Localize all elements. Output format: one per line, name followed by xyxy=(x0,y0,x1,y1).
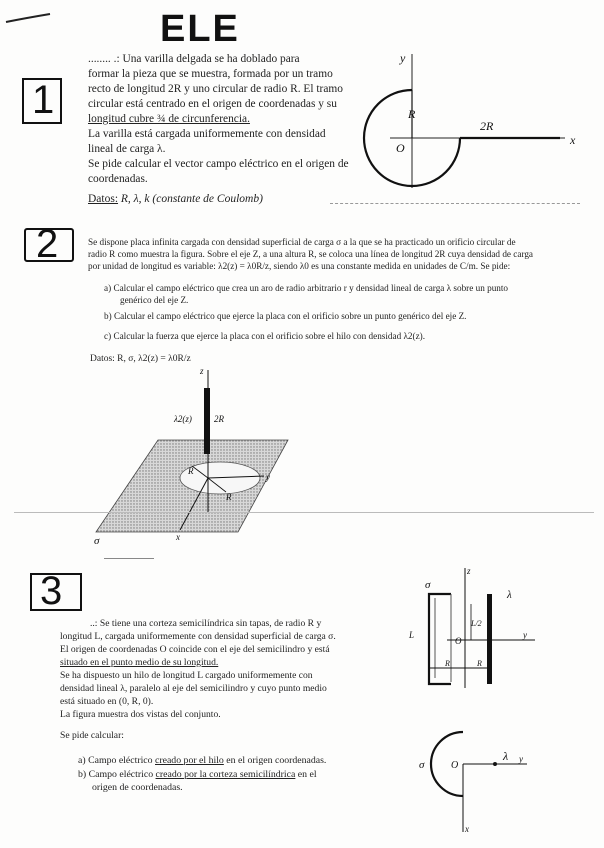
item-letter: b) xyxy=(78,769,87,780)
item-text-pre: Campo eléctrico xyxy=(88,769,156,780)
fig4-x-label: x xyxy=(465,824,469,834)
item-letter: c) xyxy=(104,331,112,341)
separator-1 xyxy=(330,203,580,204)
problem-3-item-b xyxy=(78,768,378,794)
text-line: por unidad de longitud es variable: λ2(z) = λ0R/z, siendo λ0 es una constante medida en unidades de C/m. Se pide: xyxy=(88,261,511,272)
fig3-R1-label: R xyxy=(445,659,450,668)
item-text-underlined: creado por la corteza semicilíndrica xyxy=(155,769,296,780)
fig4-y-label: y xyxy=(519,754,523,764)
fig3-L-label: L xyxy=(409,630,415,640)
datos-values: R, λ, k (constante de Coulomb) xyxy=(120,193,263,205)
item-letter: a) xyxy=(104,283,112,293)
item-text-underlined: creado por el hilo xyxy=(155,755,224,766)
text-line: radio R como muestra la figura. Sobre el eje Z, a una altura R, se coloca una línea de longitud 2R cuya densidad de carga xyxy=(88,249,534,260)
datos-label: Datos: xyxy=(88,193,119,205)
problem-2-number: 2 xyxy=(36,222,59,266)
fig2-R1-label: R xyxy=(188,466,194,476)
item-letter: b) xyxy=(104,311,112,321)
text-line: longitud L, cargada uniformemente con densidad superficial de carga σ. xyxy=(60,631,336,642)
problem-1-figure xyxy=(360,48,590,198)
text-line: La varilla está cargada uniformemente con densidad xyxy=(88,128,326,140)
problem-1-text xyxy=(88,52,352,187)
fig3-L2-label: L/2 xyxy=(471,619,482,628)
text-line: lineal de carga λ. xyxy=(88,143,166,155)
fig2-z-label: z xyxy=(200,366,204,376)
item-letter: a) xyxy=(78,755,86,766)
problem-3-text xyxy=(60,617,365,721)
problem-2-datos: Datos: R, σ, λ2(z) = λ0R/z xyxy=(90,354,191,364)
fig2-sigma-label: σ xyxy=(94,535,100,547)
separator-2b xyxy=(104,558,154,559)
item-text: Calcular el campo eléctrico que crea un aro de radio arbitrario r y densidad lineal de carga λ sobre un punto xyxy=(113,283,509,293)
problem-3-item-a xyxy=(78,754,378,767)
text-line: formar la pieza que se muestra, formada por un tramo xyxy=(88,68,333,80)
text-line: Se pide calcular el vector campo eléctrico en el origen de xyxy=(88,158,349,170)
text-line: densidad lineal λ, paralelo al eje del semicilindro y cuyo punto medio xyxy=(60,683,327,694)
item-text-pre: Campo eléctrico xyxy=(88,755,155,766)
fig1-R-label: R xyxy=(408,107,416,121)
fig4-sigma-label: σ xyxy=(419,759,425,771)
text-line: La figura muestra dos vistas del conjunto. xyxy=(60,709,221,720)
fig2-lambda-label: λ2(z) xyxy=(174,414,192,424)
separator-2 xyxy=(14,512,594,513)
fig1-x-label: x xyxy=(570,133,576,147)
fig4-lambda-label: λ xyxy=(503,749,509,763)
text-line: El origen de coordenadas O coincide con el eje del semicilindro y está xyxy=(60,644,330,655)
text-line: longitud cubre ¾ de circunferencia. xyxy=(88,113,250,125)
text-line: recto de longitud 2R y uno circular de radio R. El tramo xyxy=(88,83,343,95)
problem-3-se-pide: Se pide calcular: xyxy=(60,730,124,741)
item-text: Calcular la fuerza que ejerce la placa con el orificio sobre el hilo con densidad λ2(z). xyxy=(113,331,426,341)
fig1-2R-label: 2R xyxy=(480,119,494,133)
text-line: coordenadas. xyxy=(88,173,148,185)
text-line: circular está centrado en el origen de coordenadas y su xyxy=(88,98,337,110)
text-line: Se dispone placa infinita cargada con densidad superficial de carga σ a la que se ha practicado un orificio circular de xyxy=(88,237,516,247)
problem-2-item-a xyxy=(104,282,574,306)
fig4-O-label: O xyxy=(451,760,459,771)
fig3-O-label: O xyxy=(455,636,462,646)
problem-3-figure-top xyxy=(405,564,555,694)
item-text-line2: origen de coordenadas. xyxy=(92,782,183,793)
item-text-post: en el origen coordenadas. xyxy=(223,755,327,766)
problem-3-number: 3 xyxy=(40,569,63,613)
problem-1-datos xyxy=(88,193,263,205)
item-text: Calcular el campo eléctrico que ejerce la placa con el orificio sobre un punto genérico del eje Z. xyxy=(113,311,467,321)
problem-1-number: 1 xyxy=(32,78,55,122)
fig2-y-label: y xyxy=(266,472,270,482)
fig3-z-label: z xyxy=(467,566,471,576)
fig3-y-label: y xyxy=(523,630,527,640)
fig1-O-label: O xyxy=(396,141,405,155)
fig1-y-label: y xyxy=(400,51,406,65)
fig2-2R-label: 2R xyxy=(214,414,224,424)
text-line: ........ .: Una varilla delgada se ha doblado para xyxy=(88,53,300,65)
fig3-R2-label: R xyxy=(477,659,482,668)
item-text: genérico del eje Z. xyxy=(120,295,189,305)
problem-2-figure xyxy=(88,362,318,562)
problem-2-item-b xyxy=(104,310,574,322)
text-line: situado en el punto medio de su longitud. xyxy=(60,657,219,668)
text-line: está situado en (0, R, 0). xyxy=(60,696,154,707)
problem-2-item-c xyxy=(104,330,574,342)
fig3-lambda-label: λ xyxy=(507,589,512,601)
problem-3-figure-bottom xyxy=(415,728,555,838)
text-line: ..: Se tiene una corteza semicilíndrica sin tapas, de radio R y xyxy=(90,618,322,629)
fig2-R2-label: R xyxy=(226,492,232,502)
item-text-post: en el xyxy=(295,769,317,780)
text-line: Se ha dispuesto un hilo de longitud L cargado uniformemente con xyxy=(60,670,313,681)
fig3-sigma-label: σ xyxy=(425,579,431,591)
page-title: ELE xyxy=(160,8,240,50)
problem-2-text xyxy=(88,236,588,273)
fig2-x-label: x xyxy=(176,532,180,542)
